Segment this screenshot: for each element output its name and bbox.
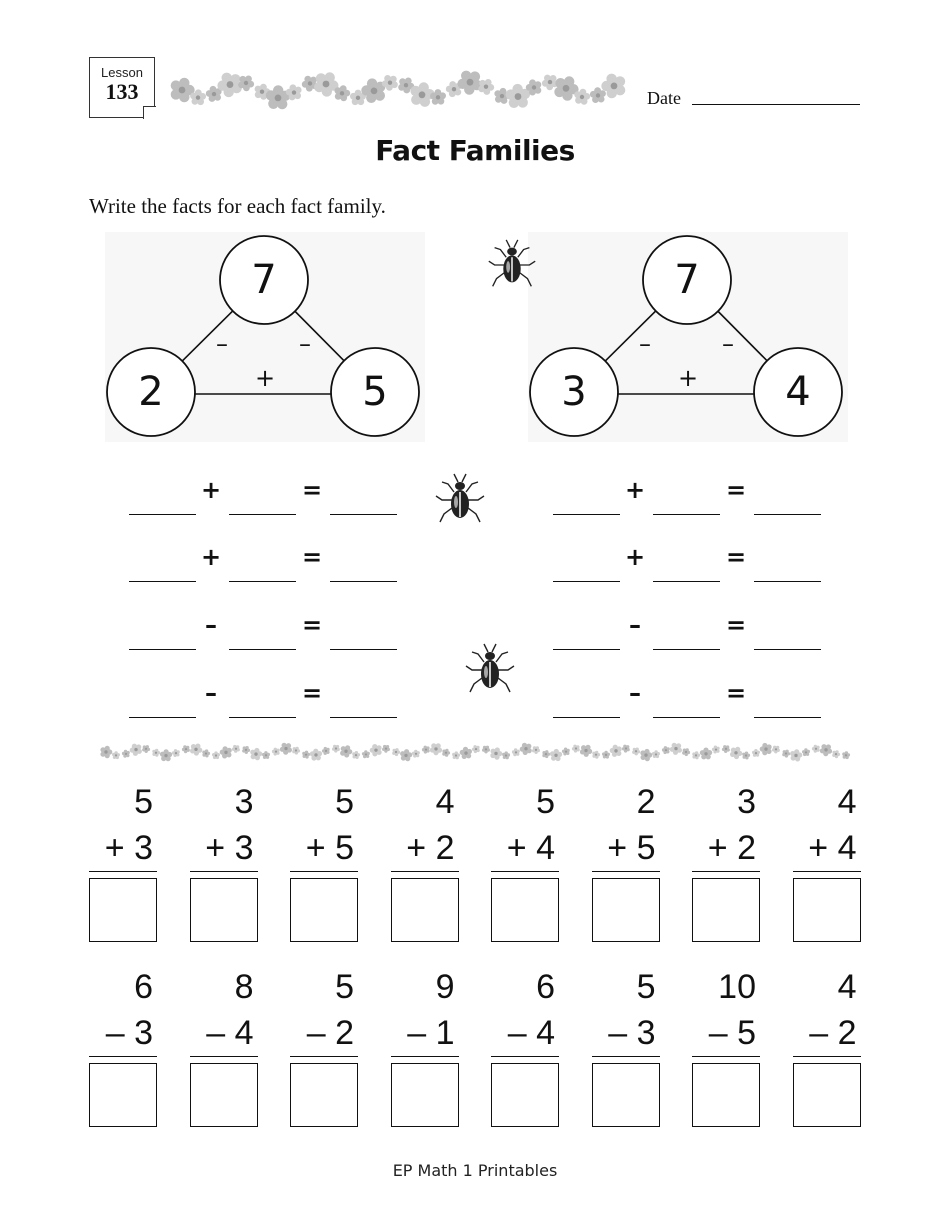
fact-family-number-left: 3 [561, 369, 587, 415]
fact-family-number-right: 5 [362, 369, 388, 415]
answer-box[interactable] [692, 878, 760, 942]
fact-family-number-top: 7 [674, 257, 700, 303]
flower-vine-border-icon [100, 744, 852, 760]
problem-bottom-number: + 4 [506, 829, 555, 867]
problem-bottom-number: + 3 [205, 829, 254, 867]
answer-blank[interactable] [754, 581, 821, 582]
problem-rule [190, 1056, 258, 1057]
answer-blank[interactable] [229, 649, 296, 650]
equals-sign: = [725, 611, 747, 639]
answer-blank[interactable] [754, 514, 821, 515]
answer-blank[interactable] [330, 581, 397, 582]
problem-rule [692, 1056, 760, 1057]
answer-blank[interactable] [553, 514, 620, 515]
answer-box[interactable] [592, 1063, 660, 1127]
problem-top-number: 4 [837, 968, 857, 1006]
operator-sign: – [205, 611, 217, 639]
footer: EP Math 1 Printables [392, 1161, 558, 1180]
problem-bottom-number: – 3 [608, 1014, 656, 1052]
lesson-tag-icon [143, 106, 156, 119]
problem-rule [692, 871, 760, 872]
fact-family-triangle [105, 232, 425, 442]
problem-bottom-number: – 2 [809, 1014, 857, 1052]
answer-blank[interactable] [229, 581, 296, 582]
problem-top-number: 5 [335, 968, 354, 1006]
problem-rule [190, 871, 258, 872]
answer-box[interactable] [391, 878, 459, 942]
problem-bottom-number: – 4 [206, 1014, 254, 1052]
fact-family-number-left: 2 [138, 369, 164, 415]
page-title: Fact Families [375, 134, 575, 167]
problem-top-number: 5 [335, 783, 354, 821]
answer-blank[interactable] [330, 649, 397, 650]
answer-blank[interactable] [129, 649, 196, 650]
operator-sign: + [200, 476, 222, 504]
lesson-badge [89, 57, 155, 118]
answer-box[interactable] [592, 878, 660, 942]
lesson-label: Lesson [101, 65, 143, 80]
problem-top-number: 6 [536, 968, 555, 1006]
operator-sign: – [629, 679, 641, 707]
answer-box[interactable] [391, 1063, 459, 1127]
answer-blank[interactable] [754, 717, 821, 718]
problem-top-number: 9 [435, 968, 455, 1006]
problem-bottom-number: + 5 [607, 829, 656, 867]
problem-rule [89, 1056, 157, 1057]
instructions: Write the facts for each fact family. [89, 194, 386, 218]
fact-family-triangle [528, 232, 848, 442]
problem-top-number: 10 [718, 968, 756, 1006]
fact-family-number-right: 4 [785, 369, 811, 415]
answer-blank[interactable] [553, 649, 620, 650]
answer-box[interactable] [290, 878, 358, 942]
answer-box[interactable] [491, 1063, 559, 1127]
problem-bottom-number: – 3 [105, 1014, 153, 1052]
problem-top-number: 2 [636, 783, 656, 821]
answer-blank[interactable] [754, 649, 821, 650]
operator-sign: + [200, 543, 222, 571]
lesson-number: 133 [105, 79, 139, 104]
problem-rule [793, 1056, 861, 1057]
problem-top-number: 5 [134, 783, 153, 821]
beetle-icon [482, 236, 542, 294]
flower-vine-border-icon [176, 72, 621, 108]
problem-rule [592, 1056, 660, 1057]
operator-sign: – [629, 611, 641, 639]
problem-rule [290, 871, 358, 872]
answer-box[interactable] [290, 1063, 358, 1127]
problem-top-number: 5 [536, 783, 555, 821]
problem-bottom-number: – 1 [407, 1014, 455, 1052]
sign-left: – [639, 330, 651, 358]
answer-blank[interactable] [653, 649, 720, 650]
sign-bottom: + [677, 364, 699, 392]
problem-top-number: 3 [737, 783, 756, 821]
equals-sign: = [301, 476, 323, 504]
problem-bottom-number: + 4 [808, 829, 857, 867]
answer-blank[interactable] [653, 514, 720, 515]
answer-blank[interactable] [553, 581, 620, 582]
answer-box[interactable] [89, 1063, 157, 1127]
answer-blank[interactable] [229, 514, 296, 515]
equals-sign: = [301, 679, 323, 707]
problem-rule [290, 1056, 358, 1057]
problem-rule [391, 1056, 459, 1057]
answer-blank[interactable] [330, 514, 397, 515]
problem-bottom-number: + 3 [104, 829, 153, 867]
answer-box[interactable] [692, 1063, 760, 1127]
answer-blank[interactable] [653, 581, 720, 582]
operator-sign: + [624, 476, 646, 504]
problem-rule [592, 871, 660, 872]
answer-box[interactable] [190, 878, 258, 942]
answer-blank[interactable] [330, 717, 397, 718]
problem-top-number: 4 [435, 783, 455, 821]
problem-rule [491, 871, 559, 872]
equals-sign: = [301, 543, 323, 571]
answer-box[interactable] [793, 878, 861, 942]
equals-sign: = [725, 543, 747, 571]
answer-box[interactable] [491, 878, 559, 942]
problem-top-number: 5 [636, 968, 656, 1006]
problem-bottom-number: + 2 [707, 829, 756, 867]
problem-top-number: 6 [134, 968, 153, 1006]
equals-sign: = [725, 476, 747, 504]
problem-bottom-number: + 2 [406, 829, 455, 867]
equals-sign: = [725, 679, 747, 707]
sign-right: – [299, 330, 311, 358]
problem-rule [793, 871, 861, 872]
answer-blank[interactable] [653, 717, 720, 718]
answer-blank[interactable] [129, 581, 196, 582]
fact-family-number-top: 7 [251, 257, 277, 303]
answer-box[interactable] [89, 878, 157, 942]
answer-box[interactable] [190, 1063, 258, 1127]
sign-bottom: + [254, 364, 276, 392]
sign-right: – [722, 330, 734, 358]
answer-box[interactable] [793, 1063, 861, 1127]
problem-bottom-number: – 4 [507, 1014, 555, 1052]
date-field[interactable] [692, 104, 860, 105]
date-label: Date [647, 88, 681, 108]
problem-rule [391, 871, 459, 872]
beetle-icon [430, 470, 490, 530]
operator-sign: – [205, 679, 217, 707]
answer-blank[interactable] [229, 717, 296, 718]
equals-sign: = [301, 611, 323, 639]
problem-rule [89, 871, 157, 872]
problem-bottom-number: + 5 [305, 829, 354, 867]
problem-bottom-number: – 5 [708, 1014, 756, 1052]
problem-top-number: 8 [234, 968, 254, 1006]
sign-left: – [216, 330, 228, 358]
problem-top-number: 3 [234, 783, 254, 821]
problem-bottom-number: – 2 [306, 1014, 354, 1052]
problem-rule [491, 1056, 559, 1057]
beetle-icon [460, 640, 520, 700]
problem-top-number: 4 [837, 783, 857, 821]
operator-sign: + [624, 543, 646, 571]
answer-blank[interactable] [553, 717, 620, 718]
answer-blank[interactable] [129, 717, 196, 718]
answer-blank[interactable] [129, 514, 196, 515]
